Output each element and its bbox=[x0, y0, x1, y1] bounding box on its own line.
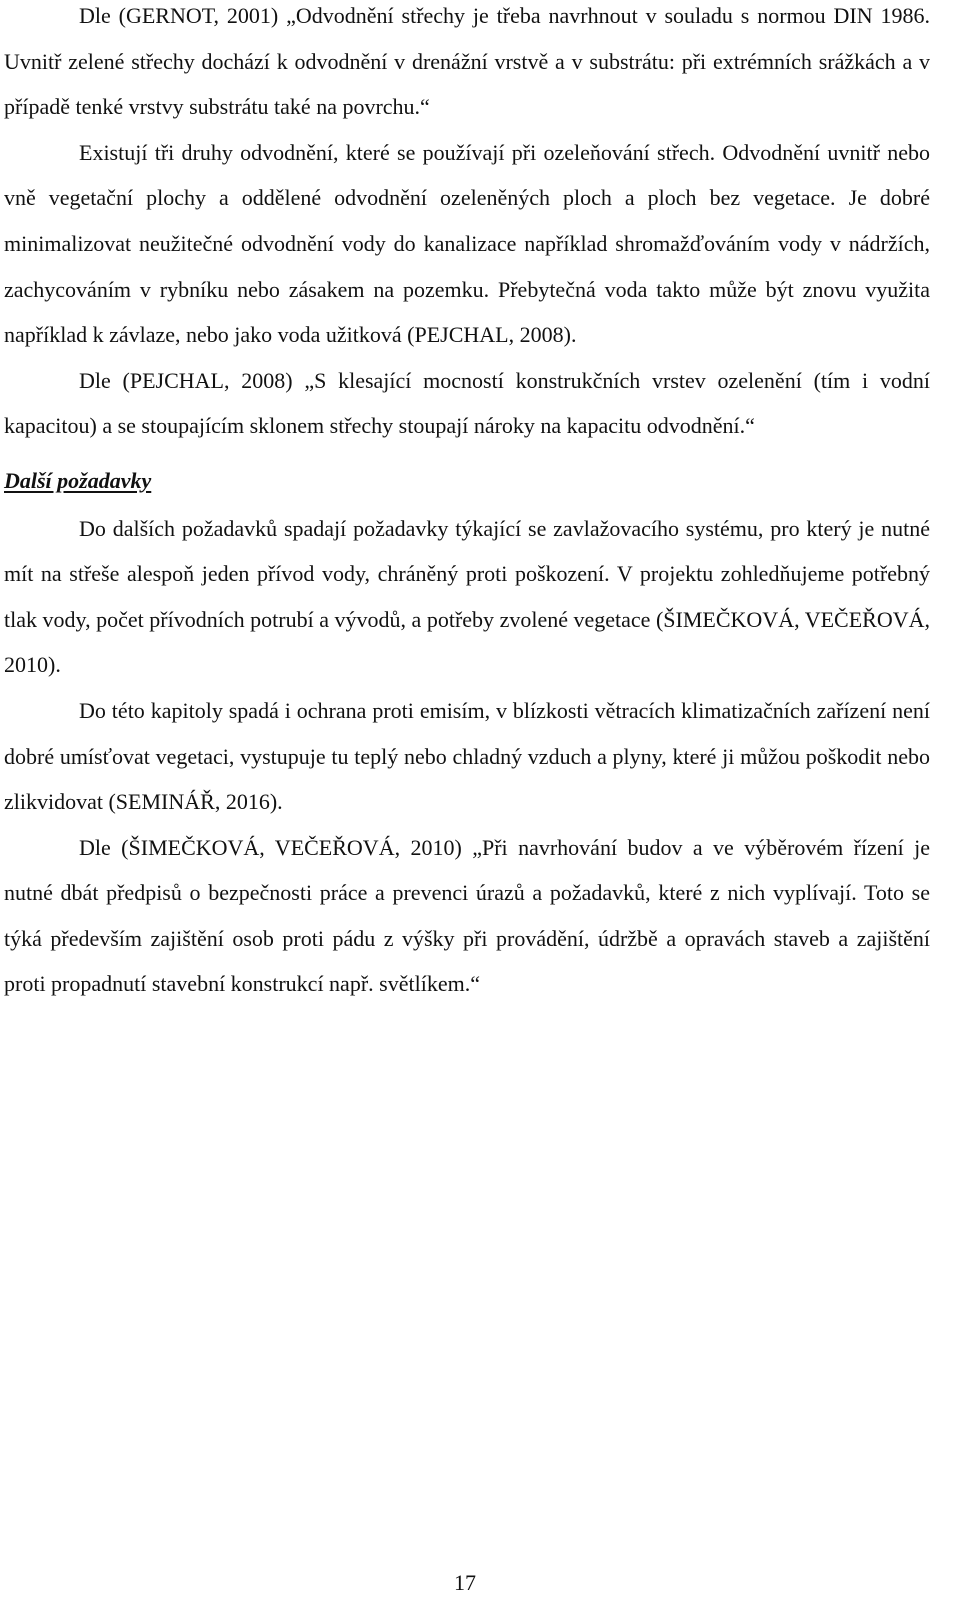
paragraph-pejchal-quote: Dle (PEJCHAL, 2008) „S klesající mocností konstrukčních vrstev ozelenění (tím i vodní kapacitou) a se stoupajícím sklonem střechy stoupají nároky na kapacitu odvodnění.“ bbox=[4, 367, 930, 439]
paragraph-irrigation: Do dalších požadavků spadají požadavky týkající se zavlažovacího systému, pro který je nutné mít na střeše alespoň jeden přívod vody, chráněný proti poškození. V projektu zohledňujeme potřebný tlak vody, počet přívodních potrubí a vývodů, a potřeby zvolené vegetace (ŠIMEČKOVÁ, VEČEŘOVÁ, 2010). bbox=[4, 515, 930, 678]
paragraph-gernot-quote: Dle (GERNOT, 2001) „Odvodnění střechy je třeba navrhnout v souladu s normou DIN 1986. Uvnitř zelené střechy dochází k odvodnění v drenážní vrstvě a v substrátu: při extrémních srážkách a v případě tenké vrstvy substrátu také na povrchu.“ bbox=[4, 3, 930, 120]
section-heading: Další požadavky bbox=[4, 467, 152, 493]
page-number: 17 bbox=[454, 1570, 476, 1595]
paragraph-emissions: Do této kapitoly spadá i ochrana proti emisím, v blízkosti větracích klimatizačních zařízení není dobré umísťovat vegetaci, vystupuje tu teplý nebo chladný vzduch a plyny, které ji můžou poškodit nebo zlikvidovat (SEMINÁŘ, 2016). bbox=[4, 697, 930, 815]
document-page bbox=[4, 0, 930, 1007]
paragraph-drainage-types: Existují tři druhy odvodnění, které se používají při ozeleňování střech. Odvodnění uvnitř nebo vně vegetační plochy a oddělené odvodnění ozeleněných ploch a ploch bez vegetace. Je dobré minimalizovat neužitečné odvodnění vody do kanalizace například shromažďováním vody v nádržích, zachycováním v rybníku nebo zásakem na pozemku. Přebytečná voda takto může být znovu využita například k závlaze, nebo jako voda užitková (PEJCHAL, 2008). bbox=[4, 139, 930, 348]
paragraph-safety-quote: Dle (ŠIMEČKOVÁ, VEČEŘOVÁ, 2010) „Při navrhování budov a ve výběrovém řízení je nutné dbát předpisů o bezpečnosti práce a prevenci úrazů a požadavků, které z nich vyplívají. Toto se týká především zajištění osob proti pádu z výšky při provádění, údržbě a opravách staveb a zajištění proti propadnutí stavební konstrukcí např. světlíkem.“ bbox=[4, 834, 930, 997]
